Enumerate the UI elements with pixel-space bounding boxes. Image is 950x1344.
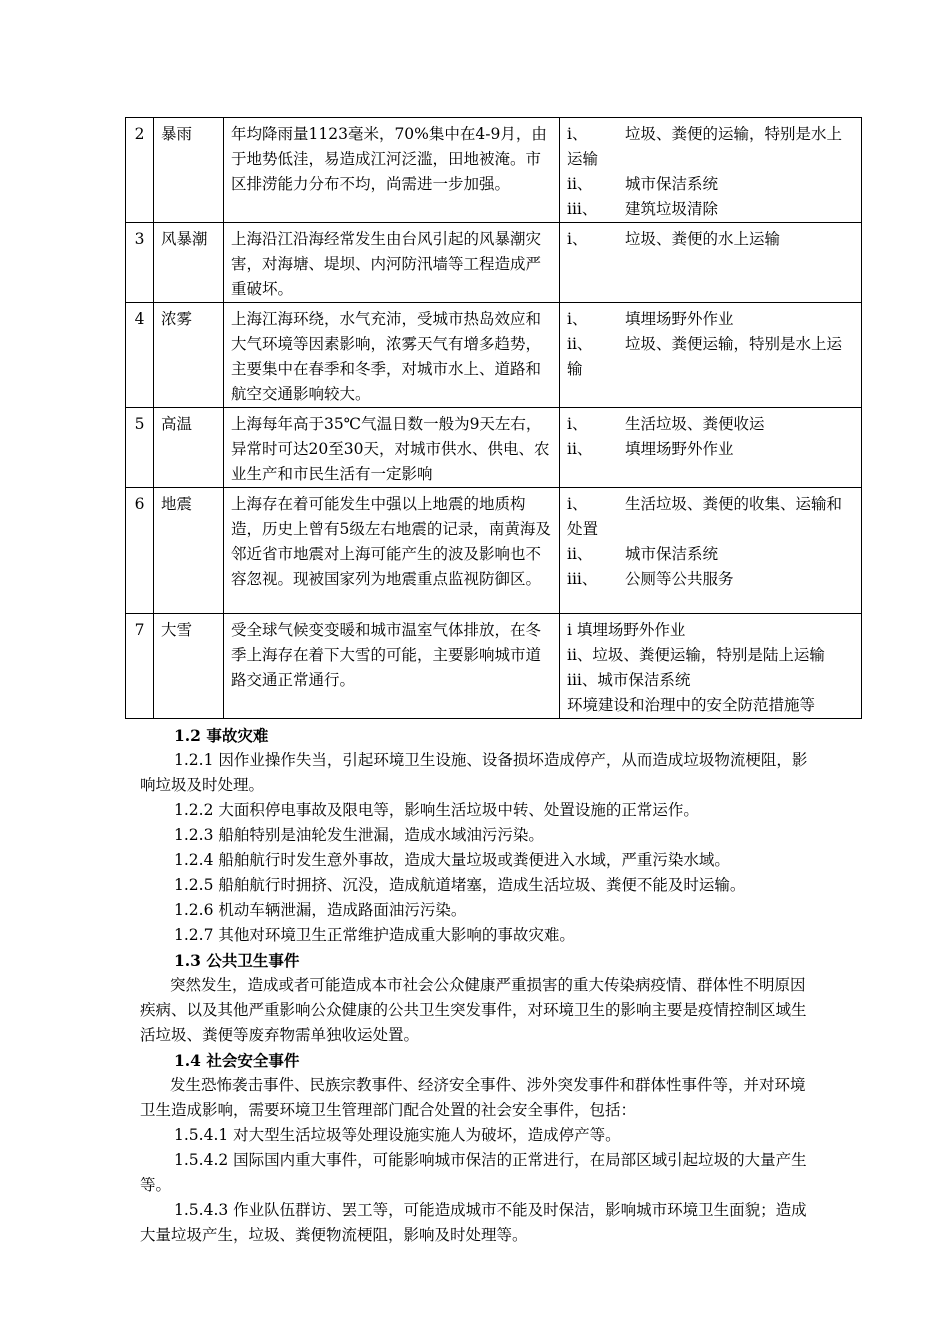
response-item bbox=[567, 172, 854, 197]
row-number: 6 bbox=[126, 488, 154, 614]
list-item: 1.2.7 其他对环境卫生正常维护造成重大影响的事故灾难。 bbox=[174, 926, 575, 944]
list-marker: ii、 bbox=[567, 440, 593, 458]
response-item bbox=[567, 542, 854, 567]
hazard-description: 年均降雨量1123毫米，70%集中在4-9月，由于地势低洼，易造成江河泛滥，田地被淹。市区排涝能力分布不均，尚需进一步加强。 bbox=[224, 118, 560, 223]
list-item: 1.2.6 机动车辆泄漏，造成路面油污污染。 bbox=[174, 901, 467, 919]
response-list bbox=[560, 488, 862, 614]
list-marker: iii、 bbox=[567, 570, 598, 588]
list-item: 1.5.4.1 对大型生活垃圾等处理设施实施人为破坏，造成停产等。 bbox=[174, 1126, 621, 1144]
list-marker: i、 bbox=[567, 230, 588, 248]
list-marker: ii、 bbox=[567, 335, 593, 353]
response-item bbox=[567, 122, 854, 172]
response-item bbox=[567, 437, 854, 462]
response-list bbox=[560, 118, 862, 223]
response-text: 生活垃圾、粪便的收集、运输和处置 bbox=[567, 495, 843, 538]
response-list bbox=[560, 614, 862, 719]
hazard-description: 上海沿江沿海经常发生由台风引起的风暴潮灾害，对海塘、堤坝、内河防汛墙等工程造成严重破坏。 bbox=[224, 223, 560, 303]
row-number: 3 bbox=[126, 223, 154, 303]
row-number: 4 bbox=[126, 303, 154, 408]
section-heading: 1.3 公共卫生事件 bbox=[174, 951, 300, 970]
hazard-name: 地震 bbox=[154, 488, 224, 614]
paragraph: 突然发生，造成或者可能造成本市社会公众健康严重损害的重大传染病疫情、群体性不明原因疾病、以及其他严重影响公众健康的公共卫生突发事件，对环境卫生的影响主要是疫情控制区域生活垃圾、粪便等废弃物需单独收运处置。 bbox=[140, 976, 807, 1044]
response-item bbox=[567, 412, 854, 437]
hazard-name: 暴雨 bbox=[154, 118, 224, 223]
response-item: i 填埋场野外作业 bbox=[567, 621, 686, 639]
table-row bbox=[126, 614, 862, 719]
list-item: 1.2.1 因作业操作失当，引起环境卫生设施、设备损坏造成停产，从而造成垃圾物流梗阻，影响垃圾及时处理。 bbox=[140, 751, 808, 794]
response-item bbox=[567, 197, 854, 222]
table-row bbox=[126, 488, 862, 614]
list-item: 1.2.4 船舶航行时发生意外事故，造成大量垃圾或粪便进入水域，严重污染水域。 bbox=[174, 851, 730, 869]
hazard-name: 大雪 bbox=[154, 614, 224, 719]
section-accidents bbox=[140, 723, 820, 948]
response-item bbox=[567, 492, 854, 542]
list-marker: iii、 bbox=[567, 200, 598, 218]
list-marker: i、 bbox=[567, 415, 588, 433]
list-marker: i、 bbox=[567, 310, 588, 328]
response-text: 填埋场野外作业 bbox=[625, 310, 734, 328]
section-heading: 1.4 社会安全事件 bbox=[174, 1051, 300, 1070]
list-item: 1.5.4.2 国际国内重大事件，可能影响城市保洁的正常进行，在局部区域引起垃圾的大量产生等。 bbox=[140, 1151, 807, 1194]
hazard-description: 上海每年高于35℃气温日数一般为9天左右，异常时可达20至30天，对城市供水、供电、农业生产和市民生活有一定影响 bbox=[224, 408, 560, 488]
table-row bbox=[126, 303, 862, 408]
response-text: 建筑垃圾清除 bbox=[625, 200, 719, 218]
table-row bbox=[126, 118, 862, 223]
response-text: 垃圾、粪便的运输，特别是水上运输 bbox=[567, 125, 843, 168]
response-item: ii、垃圾、粪便运输，特别是陆上运输 bbox=[567, 646, 825, 664]
response-item bbox=[567, 227, 854, 252]
paragraph: 发生恐怖袭击事件、民族宗教事件、经济安全事件、涉外突发事件和群体性事件等，并对环境卫生造成影响，需要环境卫生管理部门配合处置的社会安全事件，包括： bbox=[140, 1076, 806, 1119]
hazard-description: 上海存在着可能发生中强以上地震的地质构造，历史上曾有5级左右地震的记录，南黄海及邻近省市地震对上海可能产生的波及影响也不容忽视。现被国家列为地震重点监视防御区。 bbox=[224, 488, 560, 614]
hazard-name: 浓雾 bbox=[154, 303, 224, 408]
list-marker: ii、 bbox=[567, 175, 593, 193]
response-text: 垃圾、粪便的水上运输 bbox=[625, 230, 781, 248]
section-public-health bbox=[140, 948, 820, 1048]
list-marker: i、 bbox=[567, 495, 588, 513]
list-marker: ii、 bbox=[567, 545, 593, 563]
row-number: 5 bbox=[126, 408, 154, 488]
response-list bbox=[560, 223, 862, 303]
section-social-safety bbox=[140, 1048, 820, 1248]
list-item: 1.2.5 船舶航行时拥挤、沉没，造成航道堵塞，造成生活垃圾、粪便不能及时运输。 bbox=[174, 876, 746, 894]
section-heading: 1.2 事故灾难 bbox=[174, 726, 269, 745]
response-item bbox=[567, 307, 854, 332]
list-item: 1.2.3 船舶特别是油轮发生泄漏，造成水域油污污染。 bbox=[174, 826, 544, 844]
row-number: 7 bbox=[126, 614, 154, 719]
row-number: 2 bbox=[126, 118, 154, 223]
hazard-description: 受全球气候变变暖和城市温室气体排放，在冬季上海存在着下大雪的可能，主要影响城市道路交通正常通行。 bbox=[224, 614, 560, 719]
response-text: 填埋场野外作业 bbox=[625, 440, 734, 458]
hazard-description: 上海江海环绕，水气充沛，受城市热岛效应和大气环境等因素影响，浓雾天气有增多趋势，主要集中在春季和冬季，对城市水上、道路和航空交通影响较大。 bbox=[224, 303, 560, 408]
hazard-name: 风暴潮 bbox=[154, 223, 224, 303]
response-item: 环境建设和治理中的安全防范措施等 bbox=[567, 696, 816, 714]
list-marker: i、 bbox=[567, 125, 588, 143]
response-text: 城市保洁系统 bbox=[625, 175, 719, 193]
response-text: 城市保洁系统 bbox=[625, 545, 719, 563]
list-item: 1.5.4.3 作业队伍群访、罢工等，可能造成城市不能及时保洁，影响城市环境卫生面貌；造成大量垃圾产生，垃圾、粪便物流梗阻，影响及时处理等。 bbox=[140, 1201, 807, 1244]
list-item: 1.2.2 大面积停电事故及限电等，影响生活垃圾中转、处置设施的正常运作。 bbox=[174, 801, 699, 819]
table-row bbox=[126, 223, 862, 303]
table-row bbox=[126, 408, 862, 488]
hazard-table bbox=[125, 117, 862, 719]
response-item bbox=[567, 567, 854, 592]
response-text: 公厕等公共服务 bbox=[625, 570, 734, 588]
response-list bbox=[560, 303, 862, 408]
response-list bbox=[560, 408, 862, 488]
response-item: iii、城市保洁系统 bbox=[567, 671, 691, 689]
response-text: 生活垃圾、粪便收运 bbox=[625, 415, 765, 433]
response-text: 垃圾、粪便运输，特别是水上运输 bbox=[567, 335, 843, 378]
hazard-name: 高温 bbox=[154, 408, 224, 488]
response-item bbox=[567, 332, 854, 382]
